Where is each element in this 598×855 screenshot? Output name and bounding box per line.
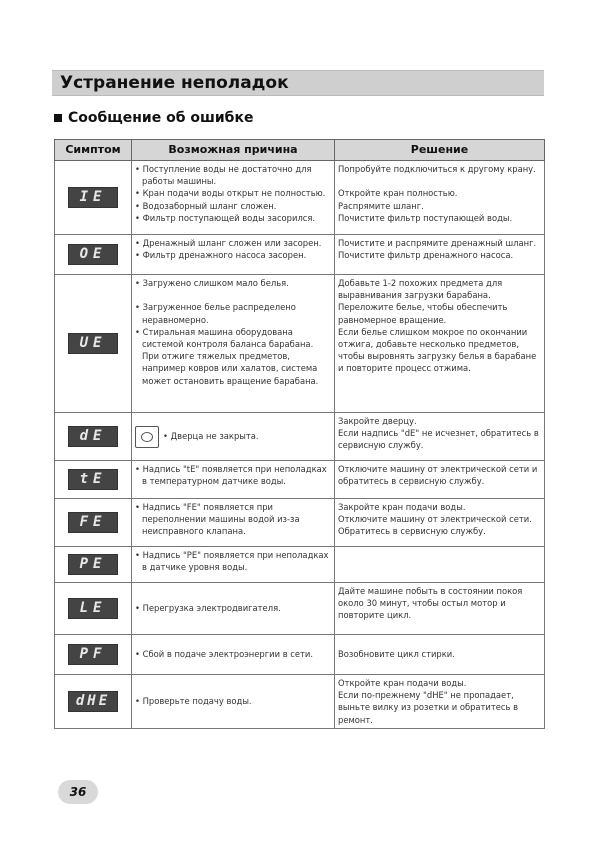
solution-line: Почистите фильтр дренажного насоса. <box>338 250 514 261</box>
error-code-display: dE <box>68 426 118 447</box>
error-code-display: PF <box>68 644 118 665</box>
solution-line: Добавьте 1-2 похожих предмета для выравнивания загрузки барабана. <box>338 278 503 301</box>
solution-line: Закройте кран подачи воды. <box>338 502 466 512</box>
cause-line: • Фильтр дренажного насоса засорен. <box>135 250 307 261</box>
table-row <box>55 161 545 235</box>
symptom-cell <box>55 275 132 413</box>
cause-cell <box>132 499 335 547</box>
table-header-row <box>55 140 545 161</box>
solution-line: Если белье слишком мокрое по окончании отжига, добавьте несколько предметов, чтобы выровнять загрузку белья в барабане и повторите процесс отжима. <box>338 326 537 374</box>
symptom-cell <box>55 235 132 275</box>
solution-cell <box>335 583 545 635</box>
solution-line: Если по-прежнему "dHE" не пропадает, выньте вилку из розетки и обратитесь в ремонт. <box>338 690 519 725</box>
solution-line: Отключите машину от электрической сети. <box>338 514 532 525</box>
square-bullet-icon <box>54 114 62 122</box>
header-solution: Решение <box>335 140 545 161</box>
solution-line: Почистите фильтр поступающей воды. <box>338 212 513 223</box>
solution-line: Обратитесь в сервисную службу. <box>338 526 486 537</box>
cause-cell <box>132 635 335 675</box>
section-title: Сообщение об ошибке <box>68 110 254 126</box>
symptom-cell <box>55 583 132 635</box>
table-row <box>55 235 545 275</box>
error-code-display: tE <box>68 469 118 490</box>
solution-cell <box>335 675 545 729</box>
cause-cell <box>132 235 335 275</box>
error-code-display: dHE <box>68 691 118 712</box>
cause-line: • Дренажный шланг сложен или засорен. <box>135 238 322 248</box>
solution-line: Если надпись "dE" не исчезнет, обратитесь в сервисную службу. <box>338 428 539 451</box>
solution-cell <box>335 499 545 547</box>
symptom-cell <box>55 413 132 461</box>
solution-line: Переложите белье, чтобы обеспечить равномерное вращение. <box>338 302 508 325</box>
symptom-cell <box>55 675 132 729</box>
cause-cell <box>132 583 335 635</box>
cause-line: • Фильтр поступающей воды засорился. <box>135 212 316 223</box>
error-code-display: LE <box>68 598 118 619</box>
section-heading <box>54 110 253 126</box>
cause-cell <box>132 413 335 461</box>
error-table <box>54 139 545 729</box>
solution-cell <box>335 235 545 275</box>
title-bar <box>52 70 544 96</box>
table-row <box>55 635 545 675</box>
solution-line: Откройте кран полностью. <box>338 188 458 199</box>
solution-cell <box>335 635 545 675</box>
washer-door-icon <box>135 426 159 448</box>
cause-cell <box>132 275 335 413</box>
cause-cell <box>132 161 335 235</box>
cause-line: • Загруженное белье распределено неравномерно. <box>135 302 296 325</box>
header-cause: Возможная причина <box>132 140 335 161</box>
solution-line: Почистите и распрямите дренажный шланг. <box>338 238 537 248</box>
cause-line: • Кран подачи воды открыт не полностью. <box>135 188 326 199</box>
symptom-cell <box>55 499 132 547</box>
solution-cell <box>335 413 545 461</box>
cause-line: • Загружено слишком мало белья. <box>135 278 289 288</box>
cause-cell <box>132 547 335 583</box>
symptom-cell <box>55 547 132 583</box>
symptom-cell <box>55 461 132 499</box>
error-code-display: IE <box>68 187 118 208</box>
error-code-display: OE <box>68 244 118 265</box>
solution-line: Откройте кран подачи воды. <box>338 678 467 688</box>
solution-line: Распрямите шланг. <box>338 200 424 211</box>
symptom-cell <box>55 161 132 235</box>
cause-cell <box>132 461 335 499</box>
table-row <box>55 413 545 461</box>
solution-line: Дайте машине побыть в состоянии покоя около 30 минут, чтобы остыл мотор и повторите цикл. <box>338 586 523 621</box>
cause-line: • Поступление воды не достаточно для работы машины. <box>135 164 312 187</box>
solution-cell <box>335 461 545 499</box>
cause-line: • Проверьте подачу воды. <box>135 696 252 707</box>
solution-line: Возобновите цикл стирки. <box>338 649 455 660</box>
cause-line: • Надпись "PE" появляется при неполадках в датчике уровня воды. <box>135 550 329 573</box>
cause-line: • Перегрузка электродвигателя. <box>135 603 281 614</box>
solution-line: Закройте дверцу. <box>338 416 417 426</box>
cause-line: • Водозаборный шланг сложен. <box>135 200 277 211</box>
table-row <box>55 547 545 583</box>
door-cause <box>135 426 331 448</box>
table-row <box>55 275 545 413</box>
cause-line <box>135 289 331 301</box>
cause-line: • Сбой в подаче электроэнергии в сети. <box>135 649 314 660</box>
page-title: Устранение неполадок <box>60 73 289 93</box>
table-row <box>55 583 545 635</box>
cause-cell <box>132 675 335 729</box>
cause-line: • Надпись "FE" появляется при переполнении машины водой из-за неисправного клапана. <box>135 502 300 537</box>
solution-cell <box>335 547 545 583</box>
page-number: 36 <box>58 780 98 804</box>
solution-cell <box>335 161 545 235</box>
solution-line: Попробуйте подключиться к другому крану. <box>338 164 536 174</box>
error-code-display: PE <box>68 554 118 575</box>
error-code-display: UE <box>68 333 118 354</box>
solution-line: Отключите машину от электрической сети и обратитесь в сервисную службу. <box>338 464 538 487</box>
symptom-cell <box>55 635 132 675</box>
cause-line: • Стиральная машина оборудована системой контроля баланса барабана. При отжиге тяжелых предметов, например ковров или халатов, система может остановить вращение барабана. <box>135 326 319 386</box>
table-row <box>55 675 545 729</box>
cause-line: • Надпись "tE" появляется при неполадках в температурном датчике воды. <box>135 464 327 487</box>
table-row <box>55 499 545 547</box>
error-code-display: FE <box>68 512 118 533</box>
table-row <box>55 461 545 499</box>
solution-cell <box>335 275 545 413</box>
cause-line: • Дверца не закрыта. <box>163 431 259 442</box>
header-symptom: Симптом <box>55 140 132 161</box>
solution-line <box>338 175 541 187</box>
